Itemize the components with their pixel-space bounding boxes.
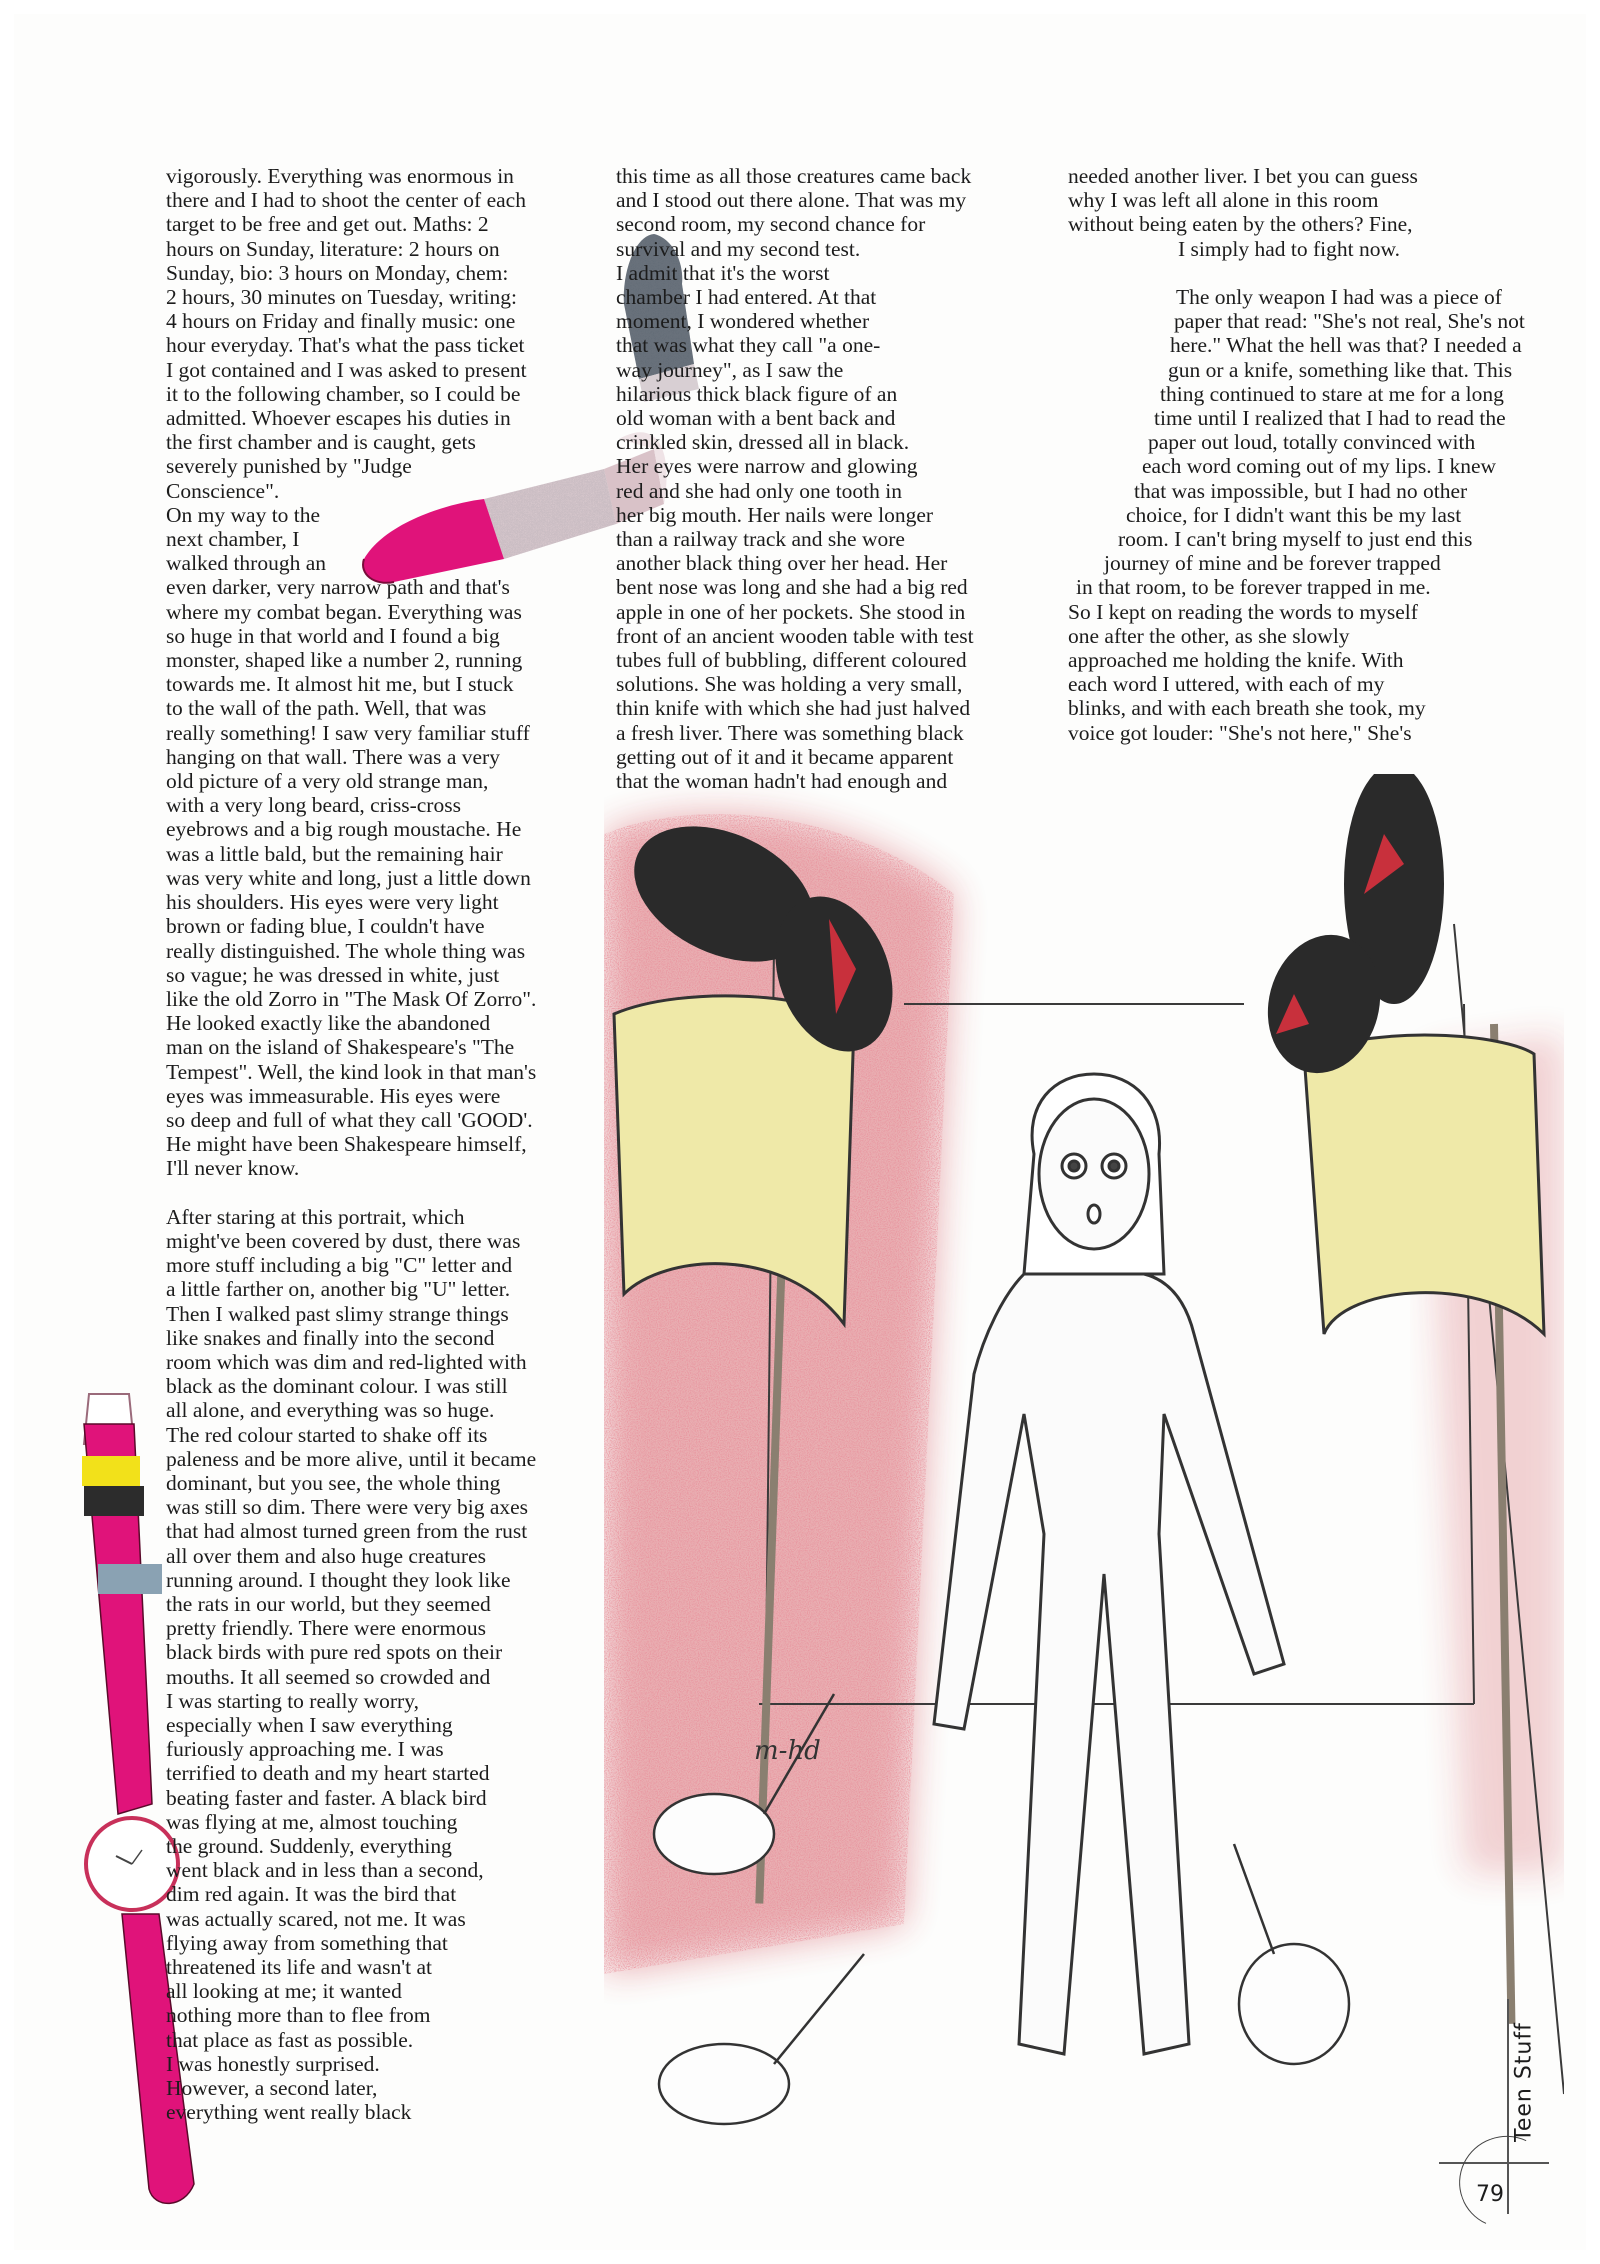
text-line: Sunday, bio: 3 hours on Monday, chem: — [166, 260, 509, 285]
text-line: room which was dim and red-lighted with — [166, 1349, 527, 1374]
text-line: I'll never know. — [166, 1156, 300, 1181]
text-line: the first chamber and is caught, gets — [166, 430, 476, 455]
text-line: was still so dim. There were very big axes — [166, 1495, 529, 1520]
text-line: chamber I had entered. At that — [616, 285, 877, 310]
text-line: all alone, and everything was so huge. — [166, 1398, 495, 1423]
text-line: like the old Zorro in "The Mask Of Zorro". — [166, 986, 537, 1011]
text-line: especially when I saw everything — [166, 1712, 453, 1737]
text-line: Then I walked past slimy strange things — [166, 1301, 509, 1326]
text-line: getting out of it and it became apparent — [616, 744, 954, 769]
text-line: However, a second later, — [166, 2076, 378, 2101]
text-line: tubes full of bubbling, different coloured — [616, 648, 967, 673]
text-line: so vague; he was dressed in white, just — [166, 962, 500, 987]
text-line: apple in one of her pockets. She stood in — [616, 599, 966, 624]
text-line: that had almost turned green from the rust — [166, 1519, 528, 1544]
text-line: all looking at me; it wanted — [166, 1979, 402, 2004]
text-line: black as the dominant colour. I was still — [166, 1374, 508, 1399]
text-line: might've been covered by dust, there was — [166, 1228, 521, 1253]
text-line: way journey", as I saw the — [616, 357, 844, 382]
text-line: eyes was immeasurable. His eyes were — [166, 1083, 501, 1108]
text-line: towards me. It almost hit me, but I stuck — [166, 672, 514, 697]
text-line: I admit that it's the worst — [616, 260, 830, 285]
text-line: survival and my second test. — [616, 236, 861, 261]
text-line: a little farther on, another big "U" letter. — [166, 1277, 511, 1302]
text-line: hilarious thick black figure of an — [616, 381, 898, 406]
text-line: and I stood out there alone. That was my — [616, 188, 967, 213]
text-line: He looked exactly like the abandoned — [166, 1011, 491, 1036]
text-line: paper that read: "She's not real, She's not — [1174, 309, 1525, 334]
text-line: needed another liver. I bet you can guess — [1068, 164, 1418, 188]
text-line: walked through an — [166, 551, 327, 576]
magazine-page — [14, 14, 1586, 2250]
text-line: eyebrows and a big rough moustache. He — [166, 817, 522, 842]
text-line: his shoulders. His eyes were very light — [166, 890, 499, 915]
story-illustration — [604, 774, 1564, 2154]
text-line: dim red again. It was the bird that — [166, 1882, 457, 1907]
text-line: was actually scared, not me. It was — [166, 1906, 466, 1931]
paragraph-break — [166, 1181, 536, 1205]
text-line: was a little bald, but the remaining hair — [166, 841, 503, 866]
text-line: with a very long beard, criss-cross — [166, 793, 461, 818]
text-line: hanging on that wall. There was a very — [166, 744, 500, 769]
text-line: thing continued to stare at me for a long — [1160, 381, 1504, 406]
article-column-2 — [616, 164, 974, 793]
text-line: without being eaten by the others? Fine, — [1068, 212, 1413, 237]
text-line: really something! I saw very familiar stuff — [166, 720, 530, 745]
text-line: there and I had to shoot the center of each — [166, 188, 526, 213]
text-line: He might have been Shakespeare himself, — [166, 1132, 527, 1157]
section-label — [1504, 1999, 1544, 2164]
text-line: beating faster and faster. A black bird — [166, 1785, 487, 1810]
text-line: I simply had to fight now. — [1178, 236, 1400, 261]
article-column-1 — [166, 164, 536, 2124]
text-line: another black thing over her head. Her — [616, 551, 948, 576]
text-line: was very white and long, just a little down — [166, 865, 531, 890]
text-line: that was impossible, but I had no other — [1134, 478, 1468, 503]
text-line: so deep and full of what they call 'GOOD'. — [166, 1107, 533, 1132]
text-line: more stuff including a big "C" letter and — [166, 1253, 513, 1278]
text-line: front of an ancient wooden table with test — [616, 623, 974, 648]
text-line: moment, I wondered whether — [616, 309, 870, 334]
text-line: in that room, to be forever trapped in me. — [1076, 575, 1431, 600]
text-line: each word coming out of my lips. I knew — [1142, 454, 1497, 479]
page-number: 79 — [1476, 2182, 1504, 2207]
text-line: crinkled skin, dressed all in black. — [616, 430, 910, 455]
text-line: dominant, but you see, the whole thing — [166, 1470, 501, 1495]
text-line: journey of mine and be forever trapped — [1104, 551, 1441, 576]
text-line: the ground. Suddenly, everything — [166, 1834, 452, 1858]
text-line: old picture of a very old strange man, — [166, 769, 489, 794]
text-line: hour everyday. That's what the pass ticket — [166, 333, 525, 358]
text-line: admitted. Whoever escapes his duties in — [166, 406, 511, 431]
text-line: The only weapon I had was a piece of — [1176, 285, 1502, 309]
text-line: hours on Sunday, literature: 2 hours on — [166, 236, 500, 261]
text-line: paper out loud, totally convinced with — [1148, 430, 1476, 455]
text-line: mouths. It all seemed so crowded and — [166, 1664, 491, 1689]
text-line: I was starting to really worry, — [166, 1688, 419, 1713]
text-line: so huge in that world and I found a big — [166, 623, 500, 648]
text-line: Conscience". — [166, 478, 280, 503]
text-line: the rats in our world, but they seemed — [166, 1591, 491, 1616]
text-line: black birds with pure red spots on their — [166, 1640, 503, 1665]
text-line: even darker, very narrow path and that's — [166, 575, 510, 600]
text-line: severely punished by "Judge — [166, 454, 412, 479]
text-line: monster, shaped like a number 2, running — [166, 648, 523, 673]
text-line: terrified to death and my heart started — [166, 1761, 490, 1786]
text-line: her big mouth. Her nails were longer — [616, 502, 934, 527]
text-line: pretty friendly. There were enormous — [166, 1616, 486, 1641]
text-line: flying away from something that — [166, 1930, 448, 1955]
artist-signature: m-hd — [754, 1736, 821, 1766]
text-line: running around. I thought they look like — [166, 1567, 511, 1592]
text-line: it to the following chamber, so I could be — [166, 381, 521, 406]
text-line: why I was left all alone in this room — [1068, 188, 1379, 213]
text-line: that was what they call "a one- — [616, 333, 881, 358]
text-line: approached me holding the knife. With — [1068, 648, 1404, 673]
text-line: After staring at this portrait, which — [166, 1204, 465, 1229]
text-line: everything went really black — [166, 2100, 412, 2125]
text-line: time until I realized that I had to read the — [1154, 406, 1506, 431]
text-line: here." What the hell was that? I needed a — [1170, 333, 1522, 358]
text-line: vigorously. Everything was enormous in — [166, 164, 514, 188]
text-line: The red colour started to shake off its — [166, 1422, 488, 1447]
text-line: a fresh liver. There was something black — [616, 720, 964, 745]
text-line: gun or a knife, something like that. This — [1168, 357, 1513, 382]
text-line: bent nose was long and she had a big red — [616, 575, 968, 600]
text-line: 4 hours on Friday and finally music: one — [166, 309, 516, 334]
text-line: I was honestly surprised. — [166, 2051, 380, 2076]
text-line: room. I can't bring myself to just end this — [1118, 527, 1473, 552]
watch-band-blue — [98, 1564, 162, 1594]
text-line: brown or fading blue, I couldn't have — [166, 914, 485, 939]
text-line: really distinguished. The whole thing was — [166, 938, 526, 963]
text-line: blinks, and with each breath she took, my — [1068, 696, 1426, 721]
text-line: choice, for I didn't want this be my last — [1126, 502, 1462, 527]
text-line: So I kept on reading the words to myself — [1068, 599, 1418, 624]
text-line: that place as fast as possible. — [166, 2027, 414, 2052]
text-line: Tempest". Well, the kind look in that man's — [166, 1059, 537, 1084]
article-column-3 — [1068, 164, 1525, 745]
text-line: one after the other, as she slowly — [1068, 623, 1350, 648]
text-line: Her eyes were narrow and glowing — [616, 454, 918, 479]
text-line: all over them and also huge creatures — [166, 1543, 486, 1568]
text-line: nothing more than to flee from — [166, 2003, 431, 2028]
text-line: second room, my second chance for — [616, 212, 926, 237]
section-label-text: Teen Stuff — [1511, 2021, 1537, 2142]
text-line: On my way to the — [166, 502, 321, 527]
paragraph-break — [1068, 261, 1525, 285]
watch-band-yellow — [82, 1456, 140, 1486]
text-line: next chamber, I — [166, 527, 300, 552]
text-line: thin knife with which she had just halved — [616, 696, 971, 721]
text-line: I got contained and I was asked to present — [166, 357, 527, 382]
text-line: like snakes and finally into the second — [166, 1325, 495, 1350]
text-line: paleness and be more alive, until it became — [166, 1446, 537, 1471]
text-line: this time as all those creatures came back — [616, 164, 972, 188]
text-line: where my combat began. Everything was — [166, 599, 522, 624]
text-line: solutions. She was holding a very small, — [616, 672, 963, 697]
text-line: man on the island of Shakespeare's "The — [166, 1035, 515, 1060]
text-line: threatened its life and wasn't at — [166, 1955, 432, 1980]
text-line: red and she had only one tooth in — [616, 478, 903, 503]
text-line: furiously approaching me. I was — [166, 1737, 444, 1762]
girl-figure — [934, 1074, 1284, 2054]
text-line: target to be free and get out. Maths: 2 — [166, 212, 489, 237]
text-line: was flying at me, almost touching — [166, 1809, 458, 1834]
watch-band-black — [84, 1486, 144, 1516]
text-line: each word I uttered, with each of my — [1068, 672, 1385, 697]
text-line: voice got louder: "She's not here," She's — [1068, 720, 1412, 745]
text-line: 2 hours, 30 minutes on Tuesday, writing: — [166, 285, 517, 310]
text-line: went black and in less than a second, — [166, 1858, 484, 1883]
text-line: than a railway track and she wore — [616, 527, 905, 552]
text-line: to the wall of the path. Well, that was — [166, 696, 487, 721]
text-line: that the woman hadn't had enough and — [616, 769, 948, 794]
text-line: old woman with a bent back and — [616, 406, 896, 431]
